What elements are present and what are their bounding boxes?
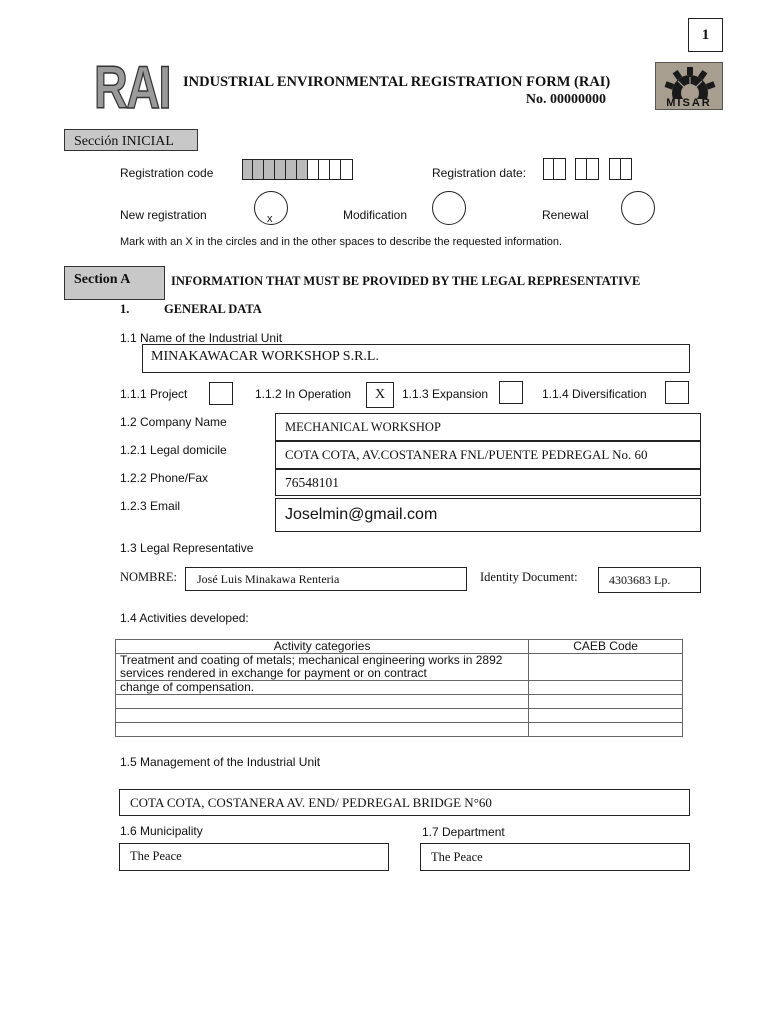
department-label: 1.7 Department: [422, 825, 505, 839]
section-a-tab: [64, 266, 165, 300]
expansion-checkbox[interactable]: [499, 381, 523, 404]
initial-section-tab-label: Sección INICIAL: [74, 134, 174, 149]
municipality-field[interactable]: [119, 843, 389, 871]
instruction-text: Mark with an X in the circles and in the other spaces to describe the requested information.: [120, 236, 563, 248]
management-value: COTA COTA, COSTANERA AV. END/ PEDREGAL BRIDGE N°60: [130, 795, 492, 810]
phone-field[interactable]: [275, 469, 701, 496]
phone-value: 76548101: [285, 475, 339, 490]
activities-table: [115, 639, 683, 737]
management-field[interactable]: [119, 789, 690, 816]
operation-checkbox[interactable]: [366, 382, 394, 408]
nombre-field[interactable]: [185, 567, 467, 591]
diversification-checkbox[interactable]: [665, 381, 689, 404]
department-field[interactable]: [420, 843, 690, 871]
registration-code-label: Registration code: [120, 166, 214, 180]
caeb-code-header: CAEB Code: [529, 640, 683, 654]
caeb-cell[interactable]: [529, 654, 683, 681]
activity-cell[interactable]: change of compensation.: [116, 681, 529, 695]
email-value: Joselmin@gmail.com: [285, 506, 438, 523]
unit-name-value: MINAKAWACAR WORKSHOP S.R.L.: [151, 349, 379, 364]
caeb-cell[interactable]: [529, 723, 683, 737]
new-registration-label: New registration: [120, 208, 207, 222]
municipality-value: The Peace: [130, 849, 182, 863]
expansion-label: 1.1.3 Expansion: [402, 387, 489, 401]
caeb-cell[interactable]: [529, 681, 683, 695]
table-row: [116, 681, 683, 695]
identity-value: 4303683 Lp.: [609, 573, 671, 587]
email-field[interactable]: [275, 498, 701, 532]
activity-cell[interactable]: [116, 723, 529, 737]
section-a-tab-label: Section A: [74, 272, 131, 287]
municipality-label: 1.6 Municipality: [120, 824, 203, 838]
domicile-value: COTA COTA, AV.COSTANERA FNL/PUENTE PEDREGAL No. 60: [285, 447, 648, 462]
registration-date-label: Registration date:: [432, 166, 527, 180]
operation-label: 1.1.2 In Operation: [255, 387, 352, 401]
caeb-cell[interactable]: [529, 695, 683, 709]
identity-label: Identity Document:: [480, 570, 578, 584]
legal-rep-label: 1.3 Legal Representative: [120, 541, 254, 555]
form-number: No. 00000000: [525, 92, 606, 107]
section-a-heading: INFORMATION THAT MUST BE PROVIDED BY THE LEGAL REPRESENTATIVE: [171, 274, 641, 288]
page-number-box: [688, 18, 723, 52]
initial-section-tab: [64, 129, 198, 151]
gear-icon: [656, 63, 723, 99]
email-label: 1.2.3 Email: [120, 499, 181, 513]
unit-name-field[interactable]: [142, 344, 690, 373]
modification-label: Modification: [343, 208, 408, 222]
nombre-label: NOMBRE:: [120, 570, 177, 584]
table-row: [116, 654, 683, 668]
phone-label: 1.2.2 Phone/Fax: [120, 471, 209, 485]
registration-code-boxes[interactable]: [242, 159, 353, 180]
unit-name-label: 1.1 Name of the Industrial Unit: [120, 331, 283, 345]
registration-date-boxes[interactable]: [543, 158, 632, 180]
identity-field[interactable]: [598, 567, 701, 593]
rai-logo: RAI: [94, 54, 170, 121]
table-row: [116, 709, 683, 723]
operation-mark: X: [374, 387, 386, 402]
new-registration-mark: x: [267, 213, 273, 225]
diversification-label: 1.1.4 Diversification: [542, 387, 647, 401]
caeb-cell[interactable]: [529, 709, 683, 723]
general-data-num: 1.: [120, 302, 130, 316]
project-checkbox[interactable]: [209, 382, 233, 405]
modification-circle[interactable]: [432, 191, 466, 225]
form-title: INDUSTRIAL ENVIRONMENTAL REGISTRATION FORM (RAI): [183, 74, 611, 90]
misar-logo: [655, 62, 723, 110]
table-header-row: [116, 640, 683, 654]
activities-label: 1.4 Activities developed:: [120, 611, 249, 625]
company-name-value: MECHANICAL WORKSHOP: [285, 420, 441, 434]
company-name-label: 1.2 Company Name: [120, 415, 227, 429]
misar-logo-text: MISAR: [666, 97, 712, 109]
department-value: The Peace: [431, 850, 483, 864]
table-row: [116, 695, 683, 709]
domicile-label: 1.2.1 Legal domicile: [120, 443, 227, 457]
domicile-field[interactable]: [275, 441, 701, 469]
activity-cell[interactable]: services rendered in exchange for payment or on contract: [116, 667, 529, 681]
nombre-value: José Luis Minakawa Renteria: [197, 572, 340, 586]
activity-cell[interactable]: [116, 709, 529, 723]
activity-categories-header: Activity categories: [116, 640, 529, 654]
new-registration-circle[interactable]: [254, 191, 288, 225]
renewal-circle[interactable]: [621, 191, 655, 225]
general-data-heading: GENERAL DATA: [164, 302, 262, 316]
activity-cell[interactable]: [116, 695, 529, 709]
activity-cell[interactable]: Treatment and coating of metals; mechanical engineering works in 2892: [116, 654, 529, 668]
management-label: 1.5 Management of the Industrial Unit: [120, 755, 321, 769]
company-name-field[interactable]: [275, 413, 701, 441]
page-number: 1: [701, 27, 710, 43]
renewal-label: Renewal: [542, 208, 589, 222]
project-label: 1.1.1 Project: [120, 387, 188, 401]
table-row: [116, 723, 683, 737]
